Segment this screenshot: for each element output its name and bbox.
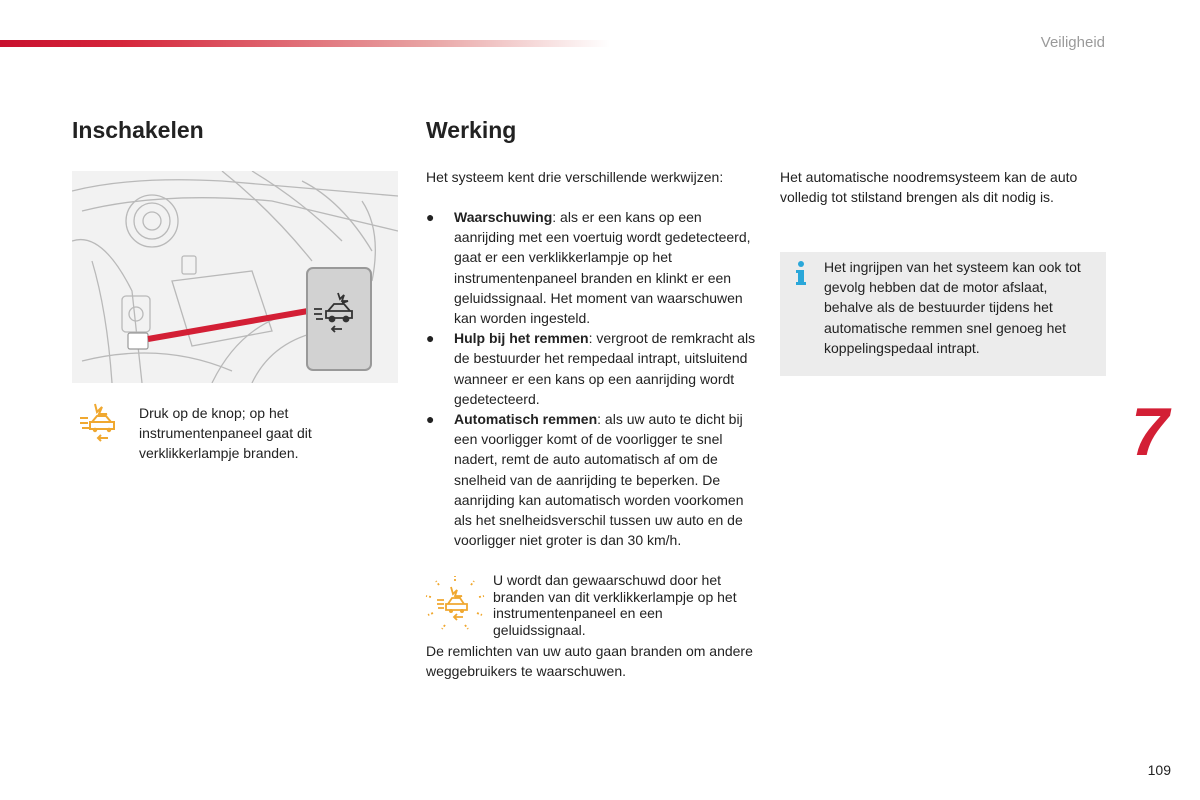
list-item xyxy=(426,207,756,328)
page-number: 109 xyxy=(1147,762,1171,778)
mode-description: : als er een kans op een aanrijding met een voertuig wordt gedetecteerd, gaat er een verklikkerlampje op het instrumentenpaneel branden en klinkt er een geluidssignaal. Het moment van waarschuwen kan worden ingesteld. xyxy=(454,209,751,327)
mode-term: Automatisch remmen xyxy=(454,411,598,428)
dashboard-illustration xyxy=(72,171,398,383)
bullet-dot: ● xyxy=(426,209,435,225)
bullet-dot: ● xyxy=(426,411,435,428)
list-item xyxy=(426,328,756,409)
mode-description: : als uw auto te dicht bij een voorligger komt of de voorligger te snel nadert, remt de auto automatisch af om de snelheid van de aanrijding te beperken. De aanrijding kan automatisch worden voorkomen als het snelheidsverschil tussen uw auto en de voorligger niet groter is dan 30 km/h. xyxy=(454,411,744,549)
chapter-number: 7 xyxy=(1131,394,1169,470)
list-item xyxy=(426,409,756,550)
werking-intro: Het systeem kent drie verschillende werkwijzen: xyxy=(426,169,724,185)
mode-term: Hulp bij het remmen xyxy=(454,330,589,347)
info-text: Het ingrijpen van het systeem kan ook tot gevolg hebben dat de motor afslaat, behalve als de bestuurder tijdens het automatische remmen snel genoeg het koppelingspedaal intrapt. xyxy=(824,259,1081,356)
activation-caption: Druk op de knop; op het instrumentenpaneel gaat dit verklikkerlampje branden. xyxy=(139,405,312,462)
header-accent-bar xyxy=(0,40,610,47)
heading-werking: Werking xyxy=(426,117,517,143)
heading-inschakelen: Inschakelen xyxy=(72,117,204,143)
mode-term: Waarschuwing xyxy=(454,209,553,225)
brake-lights-note: De remlichten van uw auto gaan branden om andere weggebruikers te waarschuwen. xyxy=(426,643,753,680)
mode-list xyxy=(426,207,756,550)
collision-warning-icon xyxy=(78,402,122,449)
section-title: Veiligheid xyxy=(1040,34,1105,51)
collision-warning-icon xyxy=(425,575,485,636)
mode-description: : vergroot de remkracht als de bestuurder het rempedaal intrapt, uitsluitend wanneer er een kans op een aanrijding wordt gedetecteerd. xyxy=(454,330,756,407)
emergency-brake-note: Het automatische noodremsysteem kan de auto volledig tot stilstand brengen als dit nodig is. xyxy=(780,169,1078,206)
info-box xyxy=(780,252,1106,376)
bullet-dot: ● xyxy=(426,330,435,347)
warning-note: U wordt dan gewaarschuwd door het branden van dit verklikkerlampje op het instrumentenpaneel en een geluidssignaal. xyxy=(493,572,737,638)
info-icon xyxy=(794,260,808,291)
